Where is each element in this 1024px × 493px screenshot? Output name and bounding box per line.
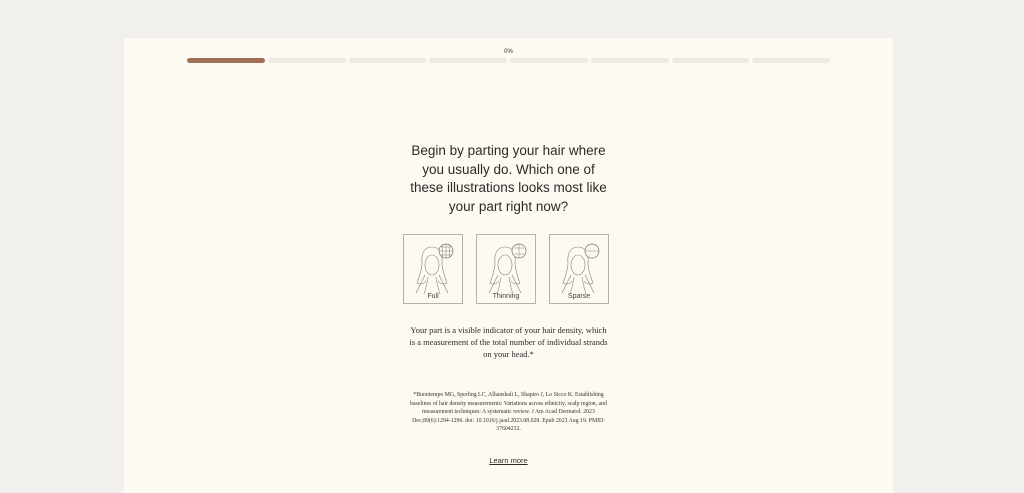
progress-segment <box>187 58 265 63</box>
progress-segment <box>349 58 427 63</box>
head-thinning-part-icon <box>485 239 529 295</box>
part-options <box>403 234 609 304</box>
head-full-part-icon <box>412 239 456 295</box>
progress-segment <box>510 58 588 63</box>
progress-segment <box>268 58 346 63</box>
density-info-text: Your part is a visible indicator of your hair density, which is a measurement of the total number of individual strands on your head.* <box>409 325 608 359</box>
option-label: Thinning <box>492 293 520 300</box>
head-sparse-part-icon <box>558 239 602 295</box>
progress-segment <box>429 58 507 63</box>
progress-segment <box>752 58 830 63</box>
option-label: Sparse <box>567 293 591 300</box>
progress-percent: 0% <box>504 49 513 55</box>
citation-text: *Buontempo MG, Sperling LC, Alhanshali L, Shapiro J, Lo Sicco K. Establishing baselines of hair density measurements: Variations across ethnicity, scalp region, and measurement techniques: A systematic review. J Am Acad Dermatol. 2023 Dec;89(6):1294-1296. doi: 10.1016/j.jaad.2023.08.028. Epub 2023 Aug 19. PMID: 37604232. <box>410 392 607 433</box>
option-full[interactable] <box>403 234 463 304</box>
option-thinning[interactable] <box>476 234 536 304</box>
quiz-panel <box>124 38 893 493</box>
progress-segment <box>672 58 750 63</box>
option-sparse[interactable] <box>549 234 609 304</box>
question-text: Begin by parting your hair where you usually do. Which one of these illustrations looks most like your part right now? <box>410 143 607 214</box>
option-label: Full <box>427 293 439 300</box>
learn-more-link[interactable]: Learn more <box>489 456 528 465</box>
progress-segment <box>591 58 669 63</box>
progress-bar <box>187 58 830 63</box>
